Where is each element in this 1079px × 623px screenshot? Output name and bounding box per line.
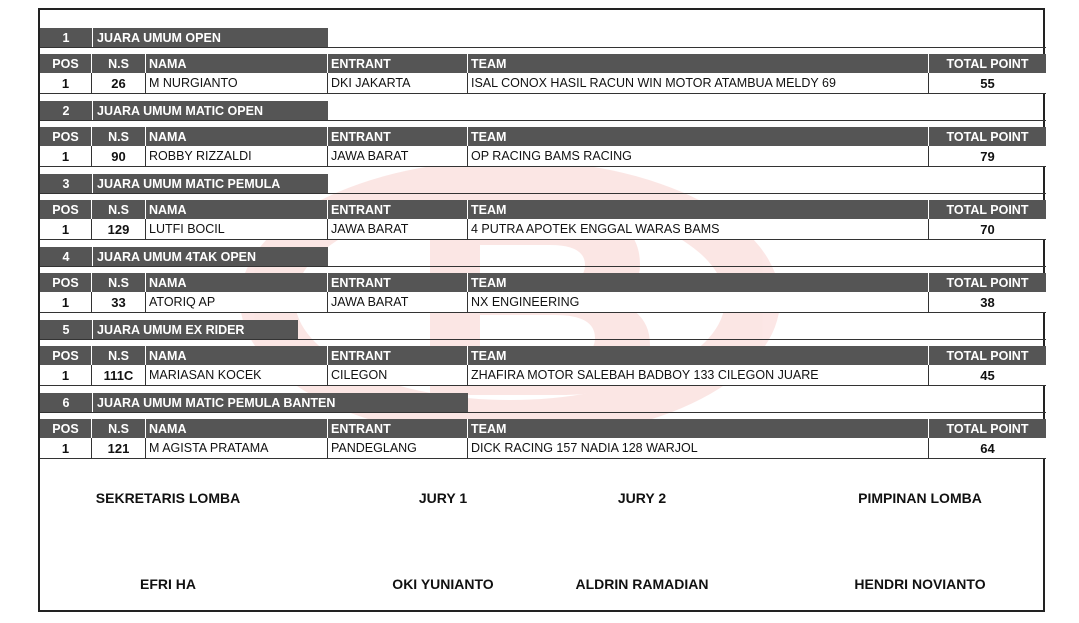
section-title: JUARA UMUM 4TAK OPEN — [97, 249, 257, 264]
section-number: 6 — [40, 393, 93, 412]
cell-nama: MARIASAN KOCEK — [146, 365, 328, 385]
col-header-nama: NAMA — [146, 54, 328, 73]
col-header-pos: POS — [40, 200, 92, 219]
cell-team: ZHAFIRA MOTOR SALEBAH BADBOY 133 CILEGON JUARE — [468, 365, 929, 385]
cell-pos: 1 — [40, 73, 92, 93]
section-number: 5 — [40, 320, 93, 339]
section-number: 4 — [40, 247, 93, 266]
section-title: JUARA UMUM EX RIDER — [97, 322, 245, 337]
col-header-total-point: TOTAL POINT — [946, 202, 1029, 217]
table-row — [40, 219, 1046, 240]
col-header-ns: N.S — [92, 54, 146, 73]
col-header-team: TEAM — [468, 54, 929, 73]
cell-ns: 33 — [92, 292, 146, 312]
cell-ns: 26 — [92, 73, 146, 93]
cell-total-point: 79 — [980, 148, 995, 164]
table-header-row — [40, 419, 1046, 438]
col-header-ns: N.S — [92, 273, 146, 292]
col-header-pos: POS — [40, 273, 92, 292]
cell-entrant: DKI JAKARTA — [328, 73, 468, 93]
table-header-row — [40, 200, 1046, 219]
results-sections — [40, 28, 1046, 466]
col-header-entrant: ENTRANT — [328, 273, 468, 292]
col-header-total-point: TOTAL POINT — [946, 56, 1029, 71]
cell-total-point: 64 — [980, 440, 995, 456]
section-title-bar — [40, 174, 328, 193]
section-divider — [40, 412, 1046, 413]
col-header-ns: N.S — [92, 346, 146, 365]
cell-nama: M AGISTA PRATAMA — [146, 438, 328, 458]
cell-total-point: 45 — [980, 367, 995, 383]
table-row — [40, 146, 1046, 167]
col-header-nama: NAMA — [146, 200, 328, 219]
section-divider — [40, 266, 1046, 267]
cell-ns: 111C — [92, 365, 146, 385]
section-title: JUARA UMUM MATIC PEMULA BANTEN — [97, 395, 336, 410]
col-header-team: TEAM — [468, 273, 929, 292]
signature-role: PIMPINAN LOMBA — [858, 490, 982, 506]
cell-team: 4 PUTRA APOTEK ENGGAL WARAS BAMS — [468, 219, 929, 239]
section-title-bar — [40, 247, 328, 266]
signature-name: OKI YUNIANTO — [392, 576, 494, 592]
cell-pos: 1 — [40, 365, 92, 385]
section-divider — [40, 120, 1046, 121]
signature-role: SEKRETARIS LOMBA — [95, 490, 241, 506]
section-title: JUARA UMUM MATIC OPEN — [97, 103, 263, 118]
col-header-entrant: ENTRANT — [328, 200, 468, 219]
cell-ns: 129 — [92, 219, 146, 239]
cell-entrant: JAWA BARAT — [328, 292, 468, 312]
col-header-ns: N.S — [92, 200, 146, 219]
table-header-row — [40, 346, 1046, 365]
section-number: 1 — [40, 28, 93, 47]
signature-role: JURY 2 — [617, 490, 667, 506]
section-title-bar — [40, 393, 468, 412]
col-header-entrant: ENTRANT — [328, 127, 468, 146]
signature-role: JURY 1 — [418, 490, 468, 506]
col-header-total-point: TOTAL POINT — [946, 348, 1029, 363]
col-header-entrant: ENTRANT — [328, 54, 468, 73]
col-header-pos: POS — [40, 54, 92, 73]
cell-team: NX ENGINEERING — [468, 292, 929, 312]
section-title: JUARA UMUM OPEN — [97, 30, 221, 45]
cell-total-point: 55 — [980, 75, 995, 91]
col-header-ns: N.S — [92, 127, 146, 146]
cell-entrant: JAWA BARAT — [328, 146, 468, 166]
col-header-pos: POS — [40, 127, 92, 146]
col-header-nama: NAMA — [146, 127, 328, 146]
col-header-team: TEAM — [468, 200, 929, 219]
table-header-row — [40, 127, 1046, 146]
section-title-bar — [40, 28, 328, 47]
cell-entrant: CILEGON — [328, 365, 468, 385]
cell-pos: 1 — [40, 438, 92, 458]
result-section — [40, 28, 1046, 101]
col-header-entrant: ENTRANT — [328, 419, 468, 438]
cell-total-point: 38 — [980, 294, 995, 310]
section-divider — [40, 193, 1046, 194]
col-header-nama: NAMA — [146, 273, 328, 292]
cell-pos: 1 — [40, 292, 92, 312]
col-header-nama: NAMA — [146, 346, 328, 365]
cell-nama: ATORIQ AP — [146, 292, 328, 312]
col-header-total-point: TOTAL POINT — [946, 421, 1029, 436]
col-header-team: TEAM — [468, 346, 929, 365]
cell-total-point: 70 — [980, 221, 995, 237]
result-section — [40, 174, 1046, 247]
signature-name: EFRI HA — [140, 576, 196, 592]
signature-name: ALDRIN RAMADIAN — [575, 576, 709, 592]
table-header-row — [40, 54, 1046, 73]
table-row — [40, 365, 1046, 386]
cell-nama: LUTFI BOCIL — [146, 219, 328, 239]
signature-name: HENDRI NOVIANTO — [854, 576, 986, 592]
col-header-entrant: ENTRANT — [328, 346, 468, 365]
cell-team: ISAL CONOX HASIL RACUN WIN MOTOR ATAMBUA MELDY 69 — [468, 73, 929, 93]
section-divider — [40, 339, 1046, 340]
section-title-bar — [40, 320, 298, 339]
table-row — [40, 292, 1046, 313]
col-header-total-point: TOTAL POINT — [946, 129, 1029, 144]
result-section — [40, 393, 1046, 466]
col-header-team: TEAM — [468, 127, 929, 146]
result-section — [40, 101, 1046, 174]
section-title-bar — [40, 101, 328, 120]
section-number: 2 — [40, 101, 93, 120]
cell-pos: 1 — [40, 146, 92, 166]
cell-team: OP RACING BAMS RACING — [468, 146, 929, 166]
result-section — [40, 320, 1046, 393]
cell-ns: 121 — [92, 438, 146, 458]
col-header-pos: POS — [40, 346, 92, 365]
table-header-row — [40, 273, 1046, 292]
col-header-ns: N.S — [92, 419, 146, 438]
cell-ns: 90 — [92, 146, 146, 166]
col-header-nama: NAMA — [146, 419, 328, 438]
section-number: 3 — [40, 174, 93, 193]
cell-nama: M NURGIANTO — [146, 73, 328, 93]
cell-pos: 1 — [40, 219, 92, 239]
table-row — [40, 438, 1046, 459]
cell-team: DICK RACING 157 NADIA 128 WARJOL — [468, 438, 929, 458]
cell-entrant: JAWA BARAT — [328, 219, 468, 239]
cell-nama: ROBBY RIZZALDI — [146, 146, 328, 166]
col-header-pos: POS — [40, 419, 92, 438]
col-header-team: TEAM — [468, 419, 929, 438]
cell-entrant: PANDEGLANG — [328, 438, 468, 458]
section-divider — [40, 47, 1046, 48]
section-title: JUARA UMUM MATIC PEMULA — [97, 176, 281, 191]
col-header-total-point: TOTAL POINT — [946, 275, 1029, 290]
result-section — [40, 247, 1046, 320]
table-row — [40, 73, 1046, 94]
